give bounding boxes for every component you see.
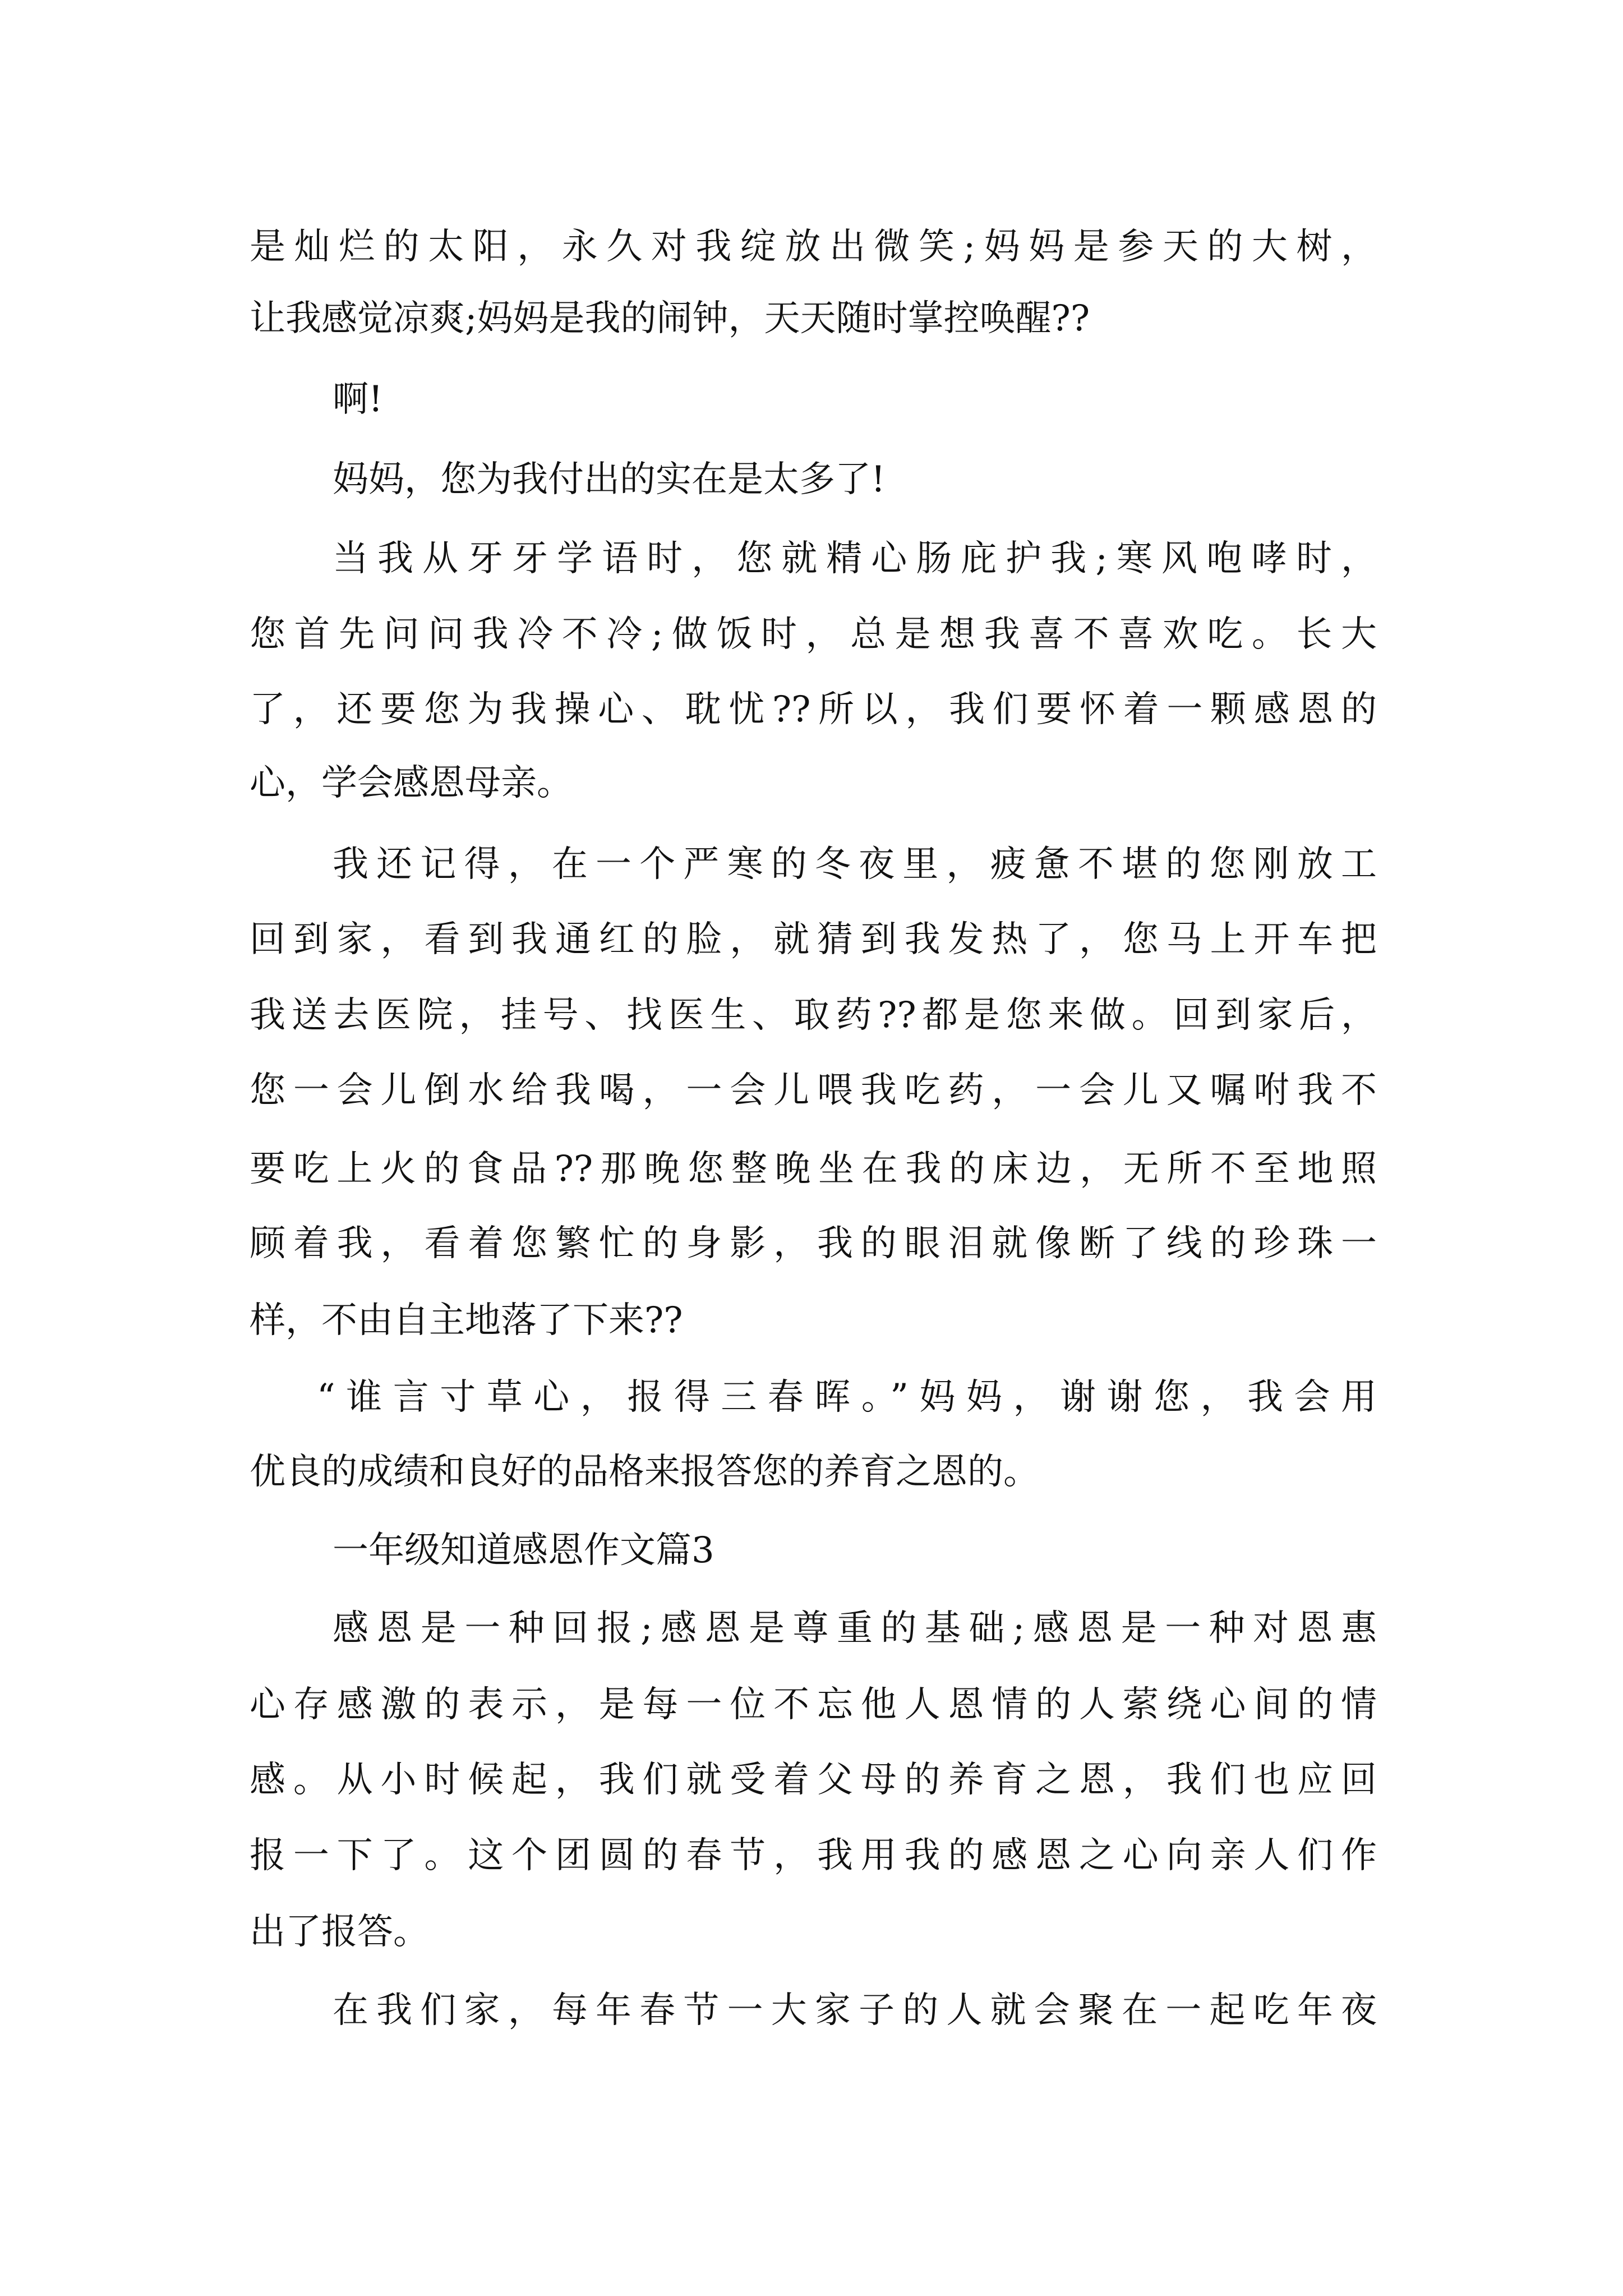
paragraph-line: 当我从牙牙学语时，您就精心肠庇护我;寒风咆哮时， <box>333 538 1377 579</box>
paragraph-line: 感恩是一种回报;感恩是尊重的基础;感恩是一种对恩惠 <box>333 1608 1377 1649</box>
paragraph-line: 心存感激的表示，是每一位不忘他人恩情的人萦绕心间的情 <box>250 1684 1377 1726</box>
paragraph-line: 报一下了。这个团圆的春节，我用我的感恩之心向亲人们作 <box>250 1835 1377 1876</box>
paragraph-line: 优良的成绩和良好的品格来报答您的养育之恩的。 <box>250 1451 1039 1493</box>
paragraph-line: 顾着我，看着您繁忙的身影，我的眼泪就像断了线的珍珠一 <box>250 1223 1377 1264</box>
paragraph-line: “谁言寸草心，报得三春晖。”妈妈，谢谢您，我会用 <box>317 1377 1377 1418</box>
paragraph-line: 我送去医院，挂号、找医生、取药??都是您来做。回到家后， <box>250 995 1377 1036</box>
paragraph-line: 我还记得，在一个严寒的冬夜里，疲惫不堪的您刚放工 <box>333 844 1377 885</box>
paragraph-line: 出了报答。 <box>250 1911 429 1953</box>
paragraph-line: 回到家，看到我通红的脸，就猜到我发热了，您马上开车把 <box>250 919 1377 960</box>
paragraph-line: 您首先问问我冷不冷;做饭时，总是想我喜不喜欢吃。长大 <box>250 614 1377 655</box>
paragraph-line: 啊! <box>333 379 383 420</box>
section-heading: 一年级知道感恩作文篇3 <box>333 1530 714 1571</box>
paragraph-line: 心，学会感恩母亲。 <box>250 762 573 804</box>
paragraph-line: 在我们家，每年春节一大家子的人就会聚在一起吃年夜 <box>333 1990 1377 2031</box>
paragraph-line: 妈妈，您为我付出的实在是太多了! <box>333 459 886 500</box>
paragraph-line: 您一会儿倒水给我喝，一会儿喂我吃药，一会儿又嘱咐我不 <box>250 1070 1377 1111</box>
paragraph-line: 了，还要您为我操心、耽忧??所以，我们要怀着一颗感恩的 <box>250 689 1377 730</box>
paragraph-line: 感。从小时候起，我们就受着父母的养育之恩，我们也应回 <box>250 1759 1377 1801</box>
paragraph-line: 样，不由自主地落了下来?? <box>250 1300 683 1341</box>
paragraph-line: 要吃上火的食品??那晚您整晚坐在我的床边，无所不至地照 <box>250 1148 1377 1190</box>
paragraph-line: 是灿烂的太阳，永久对我绽放出微笑;妈妈是参天的大树， <box>250 226 1377 268</box>
paragraph-line: 让我感觉凉爽;妈妈是我的闹钟，天天随时掌控唤醒?? <box>250 298 1090 339</box>
